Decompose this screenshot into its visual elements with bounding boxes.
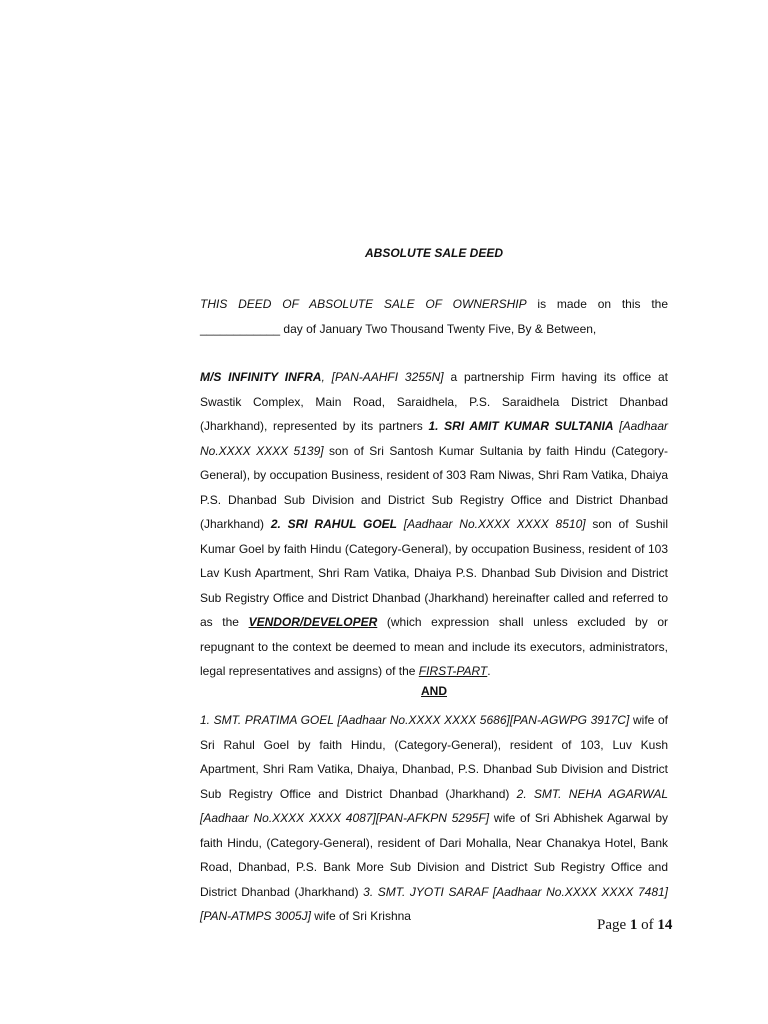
current-page: 1 [629, 917, 638, 933]
first-party-text-3: son of Sushil Kumar Goel by faith Hindu (Category-General), by occupation Business, resident of 103 Lav Kush Apartment, Shri Ram Vatika, Dhaiya P.S. Dhanbad Sub Division and District Sub Registry Office and District Dhanbad (Jharkhand) hereinafter called and referred to as the [200, 517, 668, 629]
vendee2-id: 2. SMT. NEHA AGARWAL [Aadhaar No.XXXX XXXX 4087][PAN-AFKPN 5295F] [200, 786, 668, 825]
document-title: ABSOLUTE SALE DEED [364, 246, 503, 260]
vendee1-id: 1. SMT. PRATIMA GOEL [Aadhaar No.XXXX XXXX 5686][PAN-AGWPG 3917C] [200, 713, 630, 727]
intro-paragraph [200, 292, 668, 341]
intro-lead: THIS DEED OF ABSOLUTE SALE OF OWNERSHIP [200, 297, 527, 311]
and-separator: AND [421, 684, 447, 698]
firm-pan: , [PAN-AAHFI 3255N] [321, 370, 444, 384]
firm-name: M/S INFINITY INFRA [200, 370, 322, 384]
page-word: Page [597, 917, 630, 933]
partner1-id: [Aadhaar No.XXXX XXXX 5139] [200, 419, 668, 458]
second-party-text-2: wife of Sri Abhishek Agarwal by faith Hindu, (Category-General), resident of Dari Mohalla, Near Chanakya Hotel, Bank Road, Dhanbad, P.S. Bank More Sub Division and District Sub Registry Office and District Dhanbad (Jharkhand) [200, 811, 668, 899]
intro-text: is made on this the ____________ day of January Two Thousand Twenty Five, By & Between, [200, 297, 668, 336]
first-party-text-1: a partnership Firm having its office at Swastik Complex, Main Road, Saraidhela, P.S. Saraidhela District Dhanbad (Jharkhand), represented by its partners [200, 370, 668, 433]
page-number [597, 917, 672, 934]
first-party-paragraph [200, 365, 668, 684]
total-pages: 14 [657, 917, 673, 933]
partner1-name: 1. SRI AMIT KUMAR SULTANIA [428, 419, 614, 433]
second-party-text-1: wife of Sri Rahul Goel by faith Hindu, (Category-General), resident of 103, Luv Kush Apartment, Shri Ram Vatika, Dhaiya, Dhanbad, P.S. Dhanbad Sub Division and District Sub Registry Office and District Dhanbad (Jharkhand) [200, 713, 668, 801]
partner2-name: 2. SRI RAHUL GOEL [270, 517, 397, 531]
second-party-text-3: wife of Sri Krishna [310, 909, 411, 923]
first-party-text-4: (which expression shall unless excluded by or repugnant to the context be deemed to mean and include its executors, administrators, legal representatives and assigns) of the [200, 615, 668, 678]
first-party-text-2: son of Sri Santosh Kumar Sultania by faith Hindu (Category-General), by occupation Business, resident of 303 Ram Niwas, Shri Ram Vatika, Dhaiya P.S. Dhanbad Sub Division and District Sub Registry Office and District Dhanbad (Jharkhand) [200, 443, 669, 531]
second-party-paragraph [200, 708, 668, 929]
document-title-wrap [0, 246, 768, 260]
partner2-id: [Aadhaar No.XXXX XXXX 8510] [397, 517, 586, 531]
of-word: of [637, 917, 658, 933]
first-party-text-5: . [487, 664, 491, 678]
vendee3-id: 3. SMT. JYOTI SARAF [Aadhaar No.XXXX XXXX 7481][PAN-ATMPS 3005J] [200, 884, 668, 923]
first-part-label: FIRST-PART [418, 664, 488, 678]
vendor-role: VENDOR/DEVELOPER [248, 615, 378, 629]
